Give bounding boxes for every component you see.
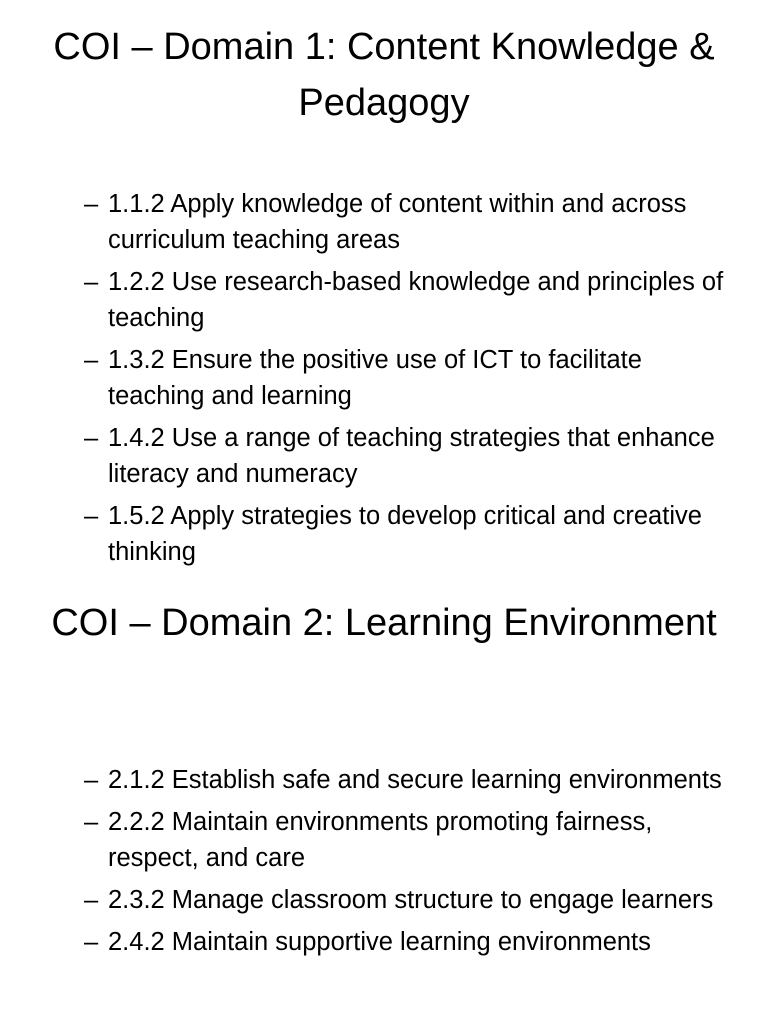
domain-2-title: COI – Domain 2: Learning Environment — [51, 602, 717, 644]
list-item-text: 1.3.2 Ensure the positive use of ICT to facilitate teaching and learning — [108, 346, 642, 410]
bullet-dash: – — [84, 346, 99, 374]
list-item-text: 2.2.2 Maintain environments promoting fairness, respect, and care — [108, 808, 653, 872]
list-item-text: 2.4.2 Maintain supportive learning environments — [108, 928, 651, 956]
list-item — [84, 498, 724, 570]
list-item-text: 1.4.2 Use a range of teaching strategies that enhance literacy and numeracy — [108, 424, 715, 488]
list-item — [84, 420, 724, 492]
bullet-dash: – — [84, 928, 99, 956]
domain-1-list — [84, 186, 724, 576]
list-item-text: 2.1.2 Establish safe and secure learning environments — [108, 766, 722, 794]
list-item — [84, 804, 724, 876]
list-item-text: 1.1.2 Apply knowledge of content within and across curriculum teaching areas — [108, 190, 687, 254]
bullet-dash: – — [84, 808, 99, 836]
list-item-text: 1.2.2 Use research-based knowledge and principles of teaching — [108, 268, 724, 332]
list-item-text: 2.3.2 Manage classroom structure to engage learners — [108, 886, 714, 914]
list-item — [84, 342, 724, 414]
bullet-dash: – — [84, 502, 99, 530]
bullet-dash: – — [84, 886, 99, 914]
bullet-dash: – — [84, 190, 99, 218]
list-item — [84, 186, 724, 258]
domain-2-list — [84, 762, 724, 966]
list-item-text: 1.5.2 Apply strategies to develop critical and creative thinking — [108, 502, 702, 566]
domain-1-title: COI – Domain 1: Content Knowledge & Pedagogy — [53, 26, 715, 124]
bullet-dash: – — [84, 268, 99, 296]
list-item — [84, 924, 724, 960]
list-item — [84, 882, 724, 918]
bullet-dash: – — [84, 424, 99, 452]
list-item — [84, 762, 724, 798]
bullet-dash: – — [84, 766, 99, 794]
list-item — [84, 264, 724, 336]
